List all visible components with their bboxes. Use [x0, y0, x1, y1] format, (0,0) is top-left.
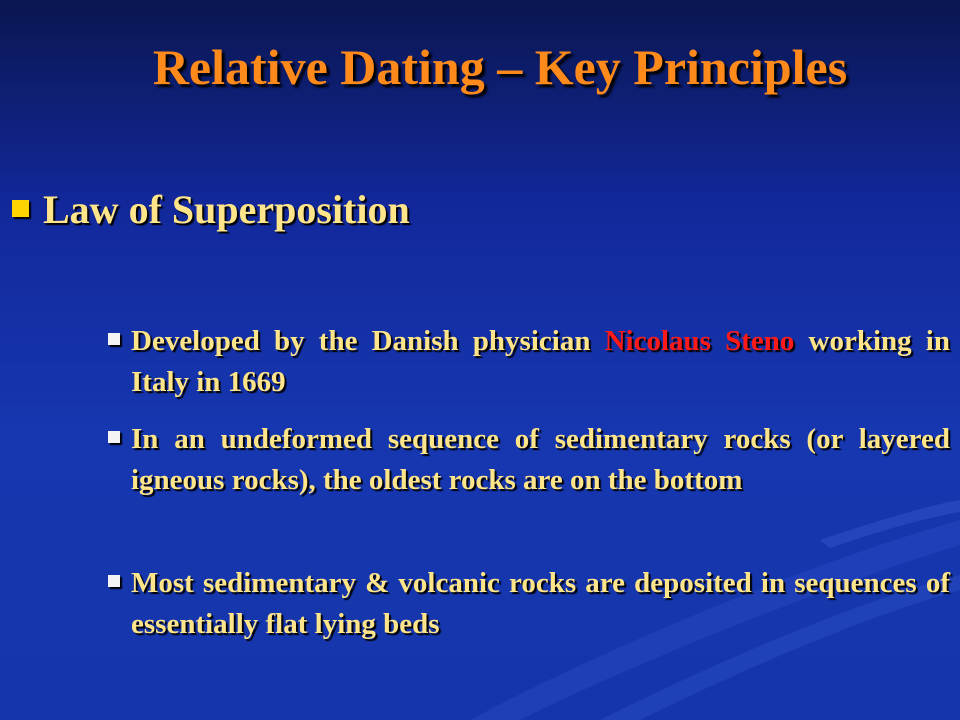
highlight-name: Nicolaus Steno [604, 325, 795, 357]
slide-title: Relative Dating – Key Principles [152, 39, 848, 95]
bullet-text-after: working in Italy in 1669 [131, 325, 950, 398]
heading-text: Law of Superposition [43, 187, 410, 232]
square-bullet-icon [108, 431, 120, 443]
heading-law-of-superposition [12, 186, 410, 233]
square-bullet-icon [108, 575, 120, 587]
square-bullet-icon [12, 200, 29, 217]
bullet-oldest-rocks [108, 419, 950, 501]
bullet-steno [108, 321, 950, 403]
square-bullet-icon [108, 333, 120, 345]
bullet-text [108, 321, 950, 403]
bullet-text-before: Developed by the Danish physician [131, 325, 605, 357]
bullet-flat-beds [108, 563, 950, 645]
bullet-text: Most sedimentary & volcanic rocks are deposited in sequences of essentially flat lying beds [131, 567, 950, 640]
bullet-text: In an undeformed sequence of sedimentary rocks (or layered igneous rocks), the oldest rocks are on the bottom [131, 423, 950, 496]
